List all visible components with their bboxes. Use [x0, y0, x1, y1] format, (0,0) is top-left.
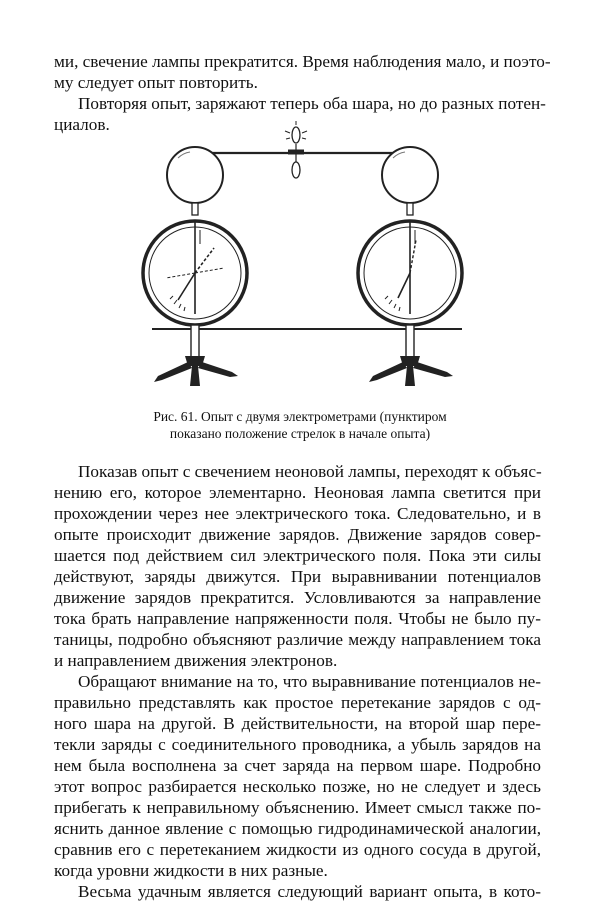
text-line: нению его, которое элементарно. Неоновая лампа светится при — [54, 483, 541, 502]
text-line: Показав опыт с свечением неоновой лампы, переходят к объяс- — [78, 462, 542, 481]
text-line: нем была восполнена за счет заряда на первом шаре. Подробно — [54, 756, 541, 775]
text-line: опыте происходит движение зарядов. Движение зарядов совер- — [54, 525, 541, 544]
text-line: прибегать к неправильному объяснению. Имеет смысл также по- — [54, 798, 541, 817]
text-line: этот вопрос разбирается несколько позже, но не следует и здесь — [54, 777, 541, 796]
text-line: ми, свечение лампы прекратится. Время наблюдения мало, и поэто- — [54, 52, 551, 71]
text-line: когда уровни жидкости в них разные. — [54, 861, 328, 880]
text-line: шается под действием сил электрического поля. Пока эти силы — [54, 546, 541, 565]
sphere-right — [382, 147, 438, 203]
text-line: правильно представлять как простое перетекание зарядов с од- — [54, 693, 541, 712]
electrometer-figure — [140, 118, 470, 393]
text-line: Обращают внимание на то, что выравнивание потенциалов не- — [78, 672, 541, 691]
text-line: сравнив его с перетеканием жидкости из одного сосуда в другой, — [54, 840, 541, 859]
text-line: действуют, заряды движутся. При выравнивании потенциалов — [54, 567, 541, 586]
electrometer-right — [358, 147, 462, 386]
text-line: прохождении через нее электрического тока. Следовательно, и в — [54, 504, 541, 523]
text-line: му следует опыт повторить. — [54, 73, 258, 92]
text-line: яснить данное явление с помощью гидродинамической аналогии, — [54, 819, 541, 838]
neon-lamp — [285, 121, 307, 178]
text-line: таницы, подробно объясняют различие между направлением тока — [54, 630, 541, 649]
text-line: Повторяя опыт, заряжают теперь оба шара, но до разных потен- — [78, 94, 546, 113]
text-line: Весьма удачным является следующий вариант опыта, в кото- — [78, 882, 541, 901]
text-line: движение зарядов прекратится. Условливаются за направление — [54, 588, 541, 607]
figure-caption: показано положение стрелок в начале опыта) — [169, 426, 431, 441]
sphere-left — [167, 147, 223, 203]
text-line: ного шара на другой. В действительности, на второй шар пере- — [54, 714, 541, 733]
figure-caption: Рис. 61. Опыт с двумя электрометрами (пунктиром — [153, 409, 447, 424]
text-line: циалов. — [54, 115, 110, 134]
text-line: текли заряды с соединительного проводника, а убыль зарядов на — [54, 735, 541, 754]
text-line: и направлением движения электронов. — [54, 651, 338, 670]
electrometer-left — [143, 147, 247, 386]
text-line: тока брать направление напряженности поля. Чтобы не было пу- — [54, 609, 541, 628]
